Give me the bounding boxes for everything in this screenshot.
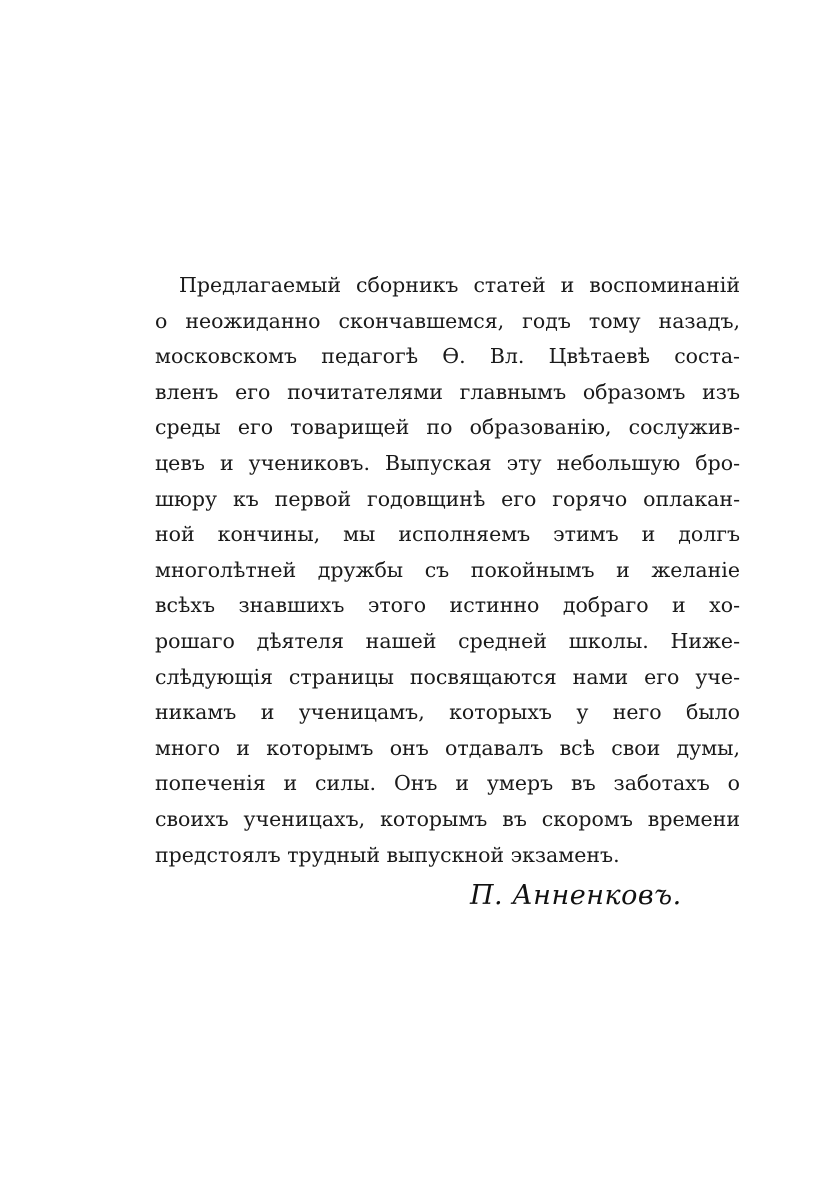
text-line: московскомъ педагогѣ Ѳ. Вл. Цвѣтаевѣ соста- — [155, 344, 740, 369]
text-line: Предлагаемый сборникъ статей и воспоминаній — [179, 273, 740, 297]
preface-paragraph — [155, 268, 740, 873]
author-signature: П. Анненковъ. — [470, 880, 682, 911]
text-line: всѣхъ знавшихъ этого истинно добраго и хо- — [155, 593, 740, 618]
text-line: многолѣтней дружбы съ покойнымъ и желаніе — [155, 557, 740, 582]
text-line: никамъ и ученицамъ, которыхъ у него было — [155, 700, 740, 725]
text-line: слѣдующія страницы посвящаются нами его уче- — [155, 664, 740, 689]
text-line: цевъ и учениковъ. Выпуская эту небольшую бро- — [155, 450, 740, 475]
text-line: вленъ его почитателями главнымъ образомъ изъ — [155, 379, 740, 404]
text-line: ной кончины, мы исполняемъ этимъ и долгъ — [155, 522, 740, 547]
text-line: рошаго дѣятеля нашей средней школы. Ниже- — [155, 628, 740, 653]
text-line: много и которымъ онъ отдавалъ всѣ свои думы, — [155, 735, 740, 760]
text-line: среды его товарищей по образованію, сослужив- — [155, 415, 740, 440]
text-line: своихъ ученицахъ, которымъ въ скоромъ времени — [155, 806, 740, 831]
text-line: попеченія и силы. Онъ и умеръ въ заботахъ о — [155, 771, 740, 796]
text-line: о неожиданно скончавшемся, годъ тому назадъ, — [155, 308, 740, 333]
text-line: шюру къ первой годовщинѣ его горячо оплакан- — [155, 486, 740, 511]
text-line: предстоялъ трудный выпускной экзаменъ. — [155, 842, 620, 867]
